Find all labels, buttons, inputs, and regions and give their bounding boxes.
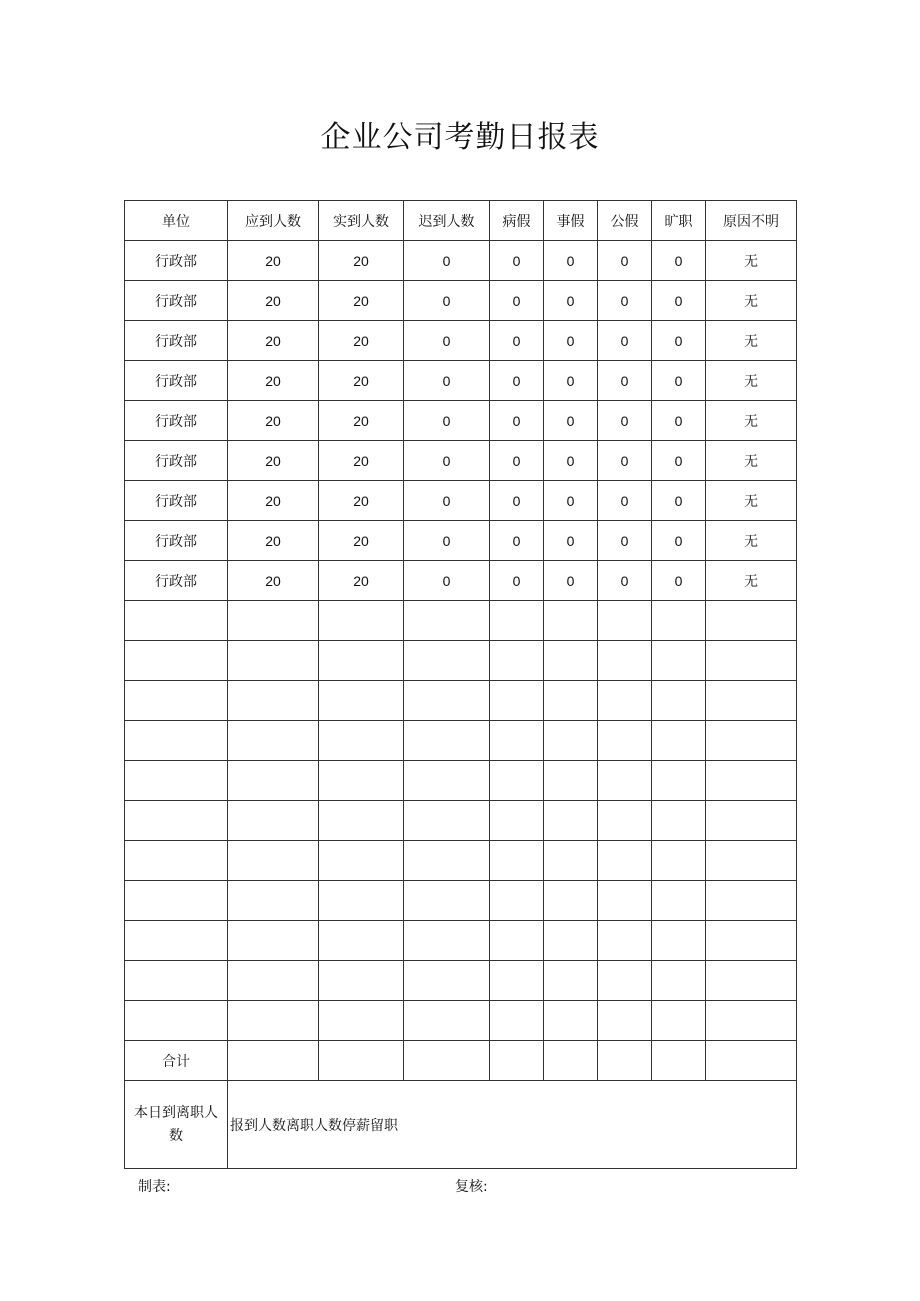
- empty-cell: [598, 721, 652, 761]
- header-expected: 应到人数: [228, 201, 319, 241]
- cell-sick-leave: 0: [490, 281, 544, 321]
- empty-cell: [319, 1001, 404, 1041]
- empty-cell: [125, 881, 228, 921]
- empty-cell: [490, 841, 544, 881]
- empty-cell: [544, 921, 598, 961]
- empty-cell: [404, 961, 490, 1001]
- empty-cell: [125, 761, 228, 801]
- empty-cell: [544, 801, 598, 841]
- cell-unit: 行政部: [125, 561, 228, 601]
- header-unit: 单位: [125, 201, 228, 241]
- cell-expected: 20: [228, 281, 319, 321]
- empty-cell: [598, 761, 652, 801]
- empty-cell: [652, 1001, 706, 1041]
- empty-cell: [598, 841, 652, 881]
- empty-cell: [319, 681, 404, 721]
- empty-cell: [228, 961, 319, 1001]
- cell-expected: 20: [228, 241, 319, 281]
- cell-absent: 0: [652, 401, 706, 441]
- header-actual: 实到人数: [319, 201, 404, 241]
- cell-expected: 20: [228, 481, 319, 521]
- empty-row: [125, 801, 797, 841]
- cell-actual: 20: [319, 481, 404, 521]
- header-unexplained: 原因不明: [706, 201, 797, 241]
- empty-cell: [652, 681, 706, 721]
- empty-cell: [652, 761, 706, 801]
- empty-cell: [652, 601, 706, 641]
- cell-absent: 0: [652, 241, 706, 281]
- cell-late: 0: [404, 401, 490, 441]
- table-row: [125, 241, 797, 281]
- cell-sick-leave: 0: [490, 481, 544, 521]
- empty-cell: [490, 721, 544, 761]
- table-row: [125, 441, 797, 481]
- empty-cell: [228, 841, 319, 881]
- empty-cell: [490, 921, 544, 961]
- empty-cell: [598, 681, 652, 721]
- empty-cell: [404, 881, 490, 921]
- table-row: [125, 361, 797, 401]
- empty-cell: [490, 881, 544, 921]
- empty-cell: [490, 801, 544, 841]
- total-cell: [706, 1041, 797, 1081]
- header-absent: 旷职: [652, 201, 706, 241]
- attendance-table: [124, 200, 797, 1169]
- empty-cell: [598, 601, 652, 641]
- cell-personal-leave: 0: [544, 401, 598, 441]
- empty-cell: [404, 1001, 490, 1041]
- empty-cell: [490, 1001, 544, 1041]
- empty-cell: [706, 1001, 797, 1041]
- empty-cell: [490, 601, 544, 641]
- empty-cell: [544, 1001, 598, 1041]
- empty-cell: [598, 921, 652, 961]
- cell-unit: 行政部: [125, 521, 228, 561]
- empty-cell: [125, 641, 228, 681]
- leave-value: 报到人数离职人数停薪留职: [228, 1081, 797, 1169]
- cell-official-leave: 0: [598, 241, 652, 281]
- cell-unit: 行政部: [125, 281, 228, 321]
- cell-late: 0: [404, 561, 490, 601]
- empty-cell: [652, 841, 706, 881]
- empty-cell: [598, 641, 652, 681]
- empty-cell: [706, 921, 797, 961]
- table-row: [125, 401, 797, 441]
- table-row: [125, 481, 797, 521]
- empty-row: [125, 841, 797, 881]
- cell-absent: 0: [652, 281, 706, 321]
- total-cell: [652, 1041, 706, 1081]
- empty-row: [125, 881, 797, 921]
- empty-row: [125, 641, 797, 681]
- empty-cell: [125, 801, 228, 841]
- cell-late: 0: [404, 481, 490, 521]
- empty-cell: [319, 961, 404, 1001]
- empty-cell: [652, 961, 706, 1001]
- empty-cell: [706, 601, 797, 641]
- empty-cell: [319, 921, 404, 961]
- empty-cell: [125, 601, 228, 641]
- cell-sick-leave: 0: [490, 561, 544, 601]
- empty-cell: [652, 881, 706, 921]
- cell-unexplained: 无: [706, 481, 797, 521]
- empty-cell: [125, 841, 228, 881]
- empty-cell: [125, 921, 228, 961]
- cell-official-leave: 0: [598, 521, 652, 561]
- cell-official-leave: 0: [598, 481, 652, 521]
- total-cell: [404, 1041, 490, 1081]
- cell-absent: 0: [652, 521, 706, 561]
- cell-absent: 0: [652, 361, 706, 401]
- empty-row: [125, 721, 797, 761]
- empty-row: [125, 601, 797, 641]
- empty-cell: [228, 801, 319, 841]
- empty-cell: [319, 761, 404, 801]
- cell-personal-leave: 0: [544, 281, 598, 321]
- empty-cell: [404, 921, 490, 961]
- empty-cell: [319, 841, 404, 881]
- empty-cell: [706, 761, 797, 801]
- empty-cell: [228, 1001, 319, 1041]
- cell-sick-leave: 0: [490, 321, 544, 361]
- cell-personal-leave: 0: [544, 361, 598, 401]
- empty-cell: [319, 801, 404, 841]
- empty-cell: [490, 681, 544, 721]
- empty-cell: [125, 681, 228, 721]
- cell-absent: 0: [652, 561, 706, 601]
- reviewer-label: 复核:: [455, 1179, 488, 1195]
- empty-cell: [652, 721, 706, 761]
- empty-cell: [319, 641, 404, 681]
- empty-cell: [490, 641, 544, 681]
- cell-official-leave: 0: [598, 561, 652, 601]
- empty-cell: [404, 761, 490, 801]
- cell-sick-leave: 0: [490, 441, 544, 481]
- header-official-leave: 公假: [598, 201, 652, 241]
- empty-cell: [125, 721, 228, 761]
- empty-cell: [404, 641, 490, 681]
- empty-cell: [319, 881, 404, 921]
- empty-cell: [706, 681, 797, 721]
- cell-official-leave: 0: [598, 321, 652, 361]
- total-cell: [544, 1041, 598, 1081]
- empty-cell: [228, 641, 319, 681]
- preparer-label: 制表:: [138, 1179, 171, 1195]
- cell-actual: 20: [319, 321, 404, 361]
- table-row: [125, 281, 797, 321]
- leave-label: 本日到离职人数: [125, 1081, 228, 1169]
- empty-cell: [490, 961, 544, 1001]
- cell-expected: 20: [228, 321, 319, 361]
- cell-late: 0: [404, 361, 490, 401]
- cell-sick-leave: 0: [490, 241, 544, 281]
- empty-cell: [706, 641, 797, 681]
- empty-cell: [598, 961, 652, 1001]
- cell-actual: 20: [319, 281, 404, 321]
- cell-expected: 20: [228, 441, 319, 481]
- cell-actual: 20: [319, 441, 404, 481]
- empty-cell: [544, 641, 598, 681]
- empty-row: [125, 681, 797, 721]
- cell-official-leave: 0: [598, 401, 652, 441]
- empty-cell: [544, 881, 598, 921]
- cell-actual: 20: [319, 241, 404, 281]
- empty-cell: [652, 801, 706, 841]
- total-row: [125, 1041, 797, 1081]
- empty-cell: [404, 601, 490, 641]
- cell-absent: 0: [652, 481, 706, 521]
- empty-cell: [544, 841, 598, 881]
- cell-actual: 20: [319, 361, 404, 401]
- cell-personal-leave: 0: [544, 441, 598, 481]
- empty-cell: [404, 841, 490, 881]
- header-sick-leave: 病假: [490, 201, 544, 241]
- cell-expected: 20: [228, 561, 319, 601]
- cell-expected: 20: [228, 521, 319, 561]
- cell-unit: 行政部: [125, 241, 228, 281]
- cell-unexplained: 无: [706, 281, 797, 321]
- empty-row: [125, 921, 797, 961]
- cell-absent: 0: [652, 321, 706, 361]
- empty-cell: [544, 961, 598, 1001]
- empty-cell: [652, 921, 706, 961]
- cell-actual: 20: [319, 521, 404, 561]
- empty-cell: [598, 801, 652, 841]
- total-cell: [598, 1041, 652, 1081]
- total-cell: [490, 1041, 544, 1081]
- empty-cell: [652, 641, 706, 681]
- cell-unit: 行政部: [125, 361, 228, 401]
- cell-unexplained: 无: [706, 561, 797, 601]
- cell-unexplained: 无: [706, 441, 797, 481]
- cell-unit: 行政部: [125, 441, 228, 481]
- total-cell: [319, 1041, 404, 1081]
- empty-cell: [228, 761, 319, 801]
- cell-unexplained: 无: [706, 361, 797, 401]
- empty-row: [125, 1001, 797, 1041]
- cell-unit: 行政部: [125, 321, 228, 361]
- empty-cell: [544, 681, 598, 721]
- cell-unit: 行政部: [125, 481, 228, 521]
- empty-cell: [228, 681, 319, 721]
- cell-late: 0: [404, 521, 490, 561]
- empty-cell: [598, 881, 652, 921]
- cell-expected: 20: [228, 401, 319, 441]
- empty-cell: [319, 601, 404, 641]
- table-row: [125, 521, 797, 561]
- cell-sick-leave: 0: [490, 521, 544, 561]
- total-cell: [228, 1041, 319, 1081]
- empty-cell: [125, 1001, 228, 1041]
- empty-cell: [706, 881, 797, 921]
- empty-cell: [228, 601, 319, 641]
- cell-unit: 行政部: [125, 401, 228, 441]
- cell-late: 0: [404, 281, 490, 321]
- table-row: [125, 321, 797, 361]
- total-label: 合计: [125, 1041, 228, 1081]
- cell-late: 0: [404, 441, 490, 481]
- page-title: 企业公司考勤日报表: [320, 120, 600, 155]
- cell-sick-leave: 0: [490, 401, 544, 441]
- empty-cell: [544, 721, 598, 761]
- empty-cell: [125, 961, 228, 1001]
- empty-cell: [228, 921, 319, 961]
- header-personal-leave: 事假: [544, 201, 598, 241]
- cell-personal-leave: 0: [544, 241, 598, 281]
- cell-sick-leave: 0: [490, 361, 544, 401]
- empty-cell: [404, 801, 490, 841]
- cell-unexplained: 无: [706, 321, 797, 361]
- empty-cell: [706, 801, 797, 841]
- empty-cell: [544, 761, 598, 801]
- empty-cell: [404, 681, 490, 721]
- empty-cell: [319, 721, 404, 761]
- table-row: [125, 561, 797, 601]
- leave-summary-row: [125, 1081, 797, 1169]
- cell-personal-leave: 0: [544, 561, 598, 601]
- empty-cell: [228, 721, 319, 761]
- header-late: 迟到人数: [404, 201, 490, 241]
- empty-row: [125, 761, 797, 801]
- empty-cell: [404, 721, 490, 761]
- cell-official-leave: 0: [598, 281, 652, 321]
- cell-expected: 20: [228, 361, 319, 401]
- cell-unexplained: 无: [706, 241, 797, 281]
- cell-official-leave: 0: [598, 361, 652, 401]
- empty-cell: [706, 721, 797, 761]
- cell-unexplained: 无: [706, 401, 797, 441]
- header-row: [125, 201, 797, 241]
- empty-row: [125, 961, 797, 1001]
- empty-cell: [544, 601, 598, 641]
- cell-unexplained: 无: [706, 521, 797, 561]
- empty-cell: [706, 961, 797, 1001]
- cell-late: 0: [404, 241, 490, 281]
- cell-personal-leave: 0: [544, 521, 598, 561]
- empty-cell: [228, 881, 319, 921]
- empty-cell: [706, 841, 797, 881]
- cell-actual: 20: [319, 561, 404, 601]
- cell-personal-leave: 0: [544, 321, 598, 361]
- empty-cell: [490, 761, 544, 801]
- cell-actual: 20: [319, 401, 404, 441]
- cell-personal-leave: 0: [544, 481, 598, 521]
- empty-cell: [598, 1001, 652, 1041]
- cell-late: 0: [404, 321, 490, 361]
- cell-absent: 0: [652, 441, 706, 481]
- cell-official-leave: 0: [598, 441, 652, 481]
